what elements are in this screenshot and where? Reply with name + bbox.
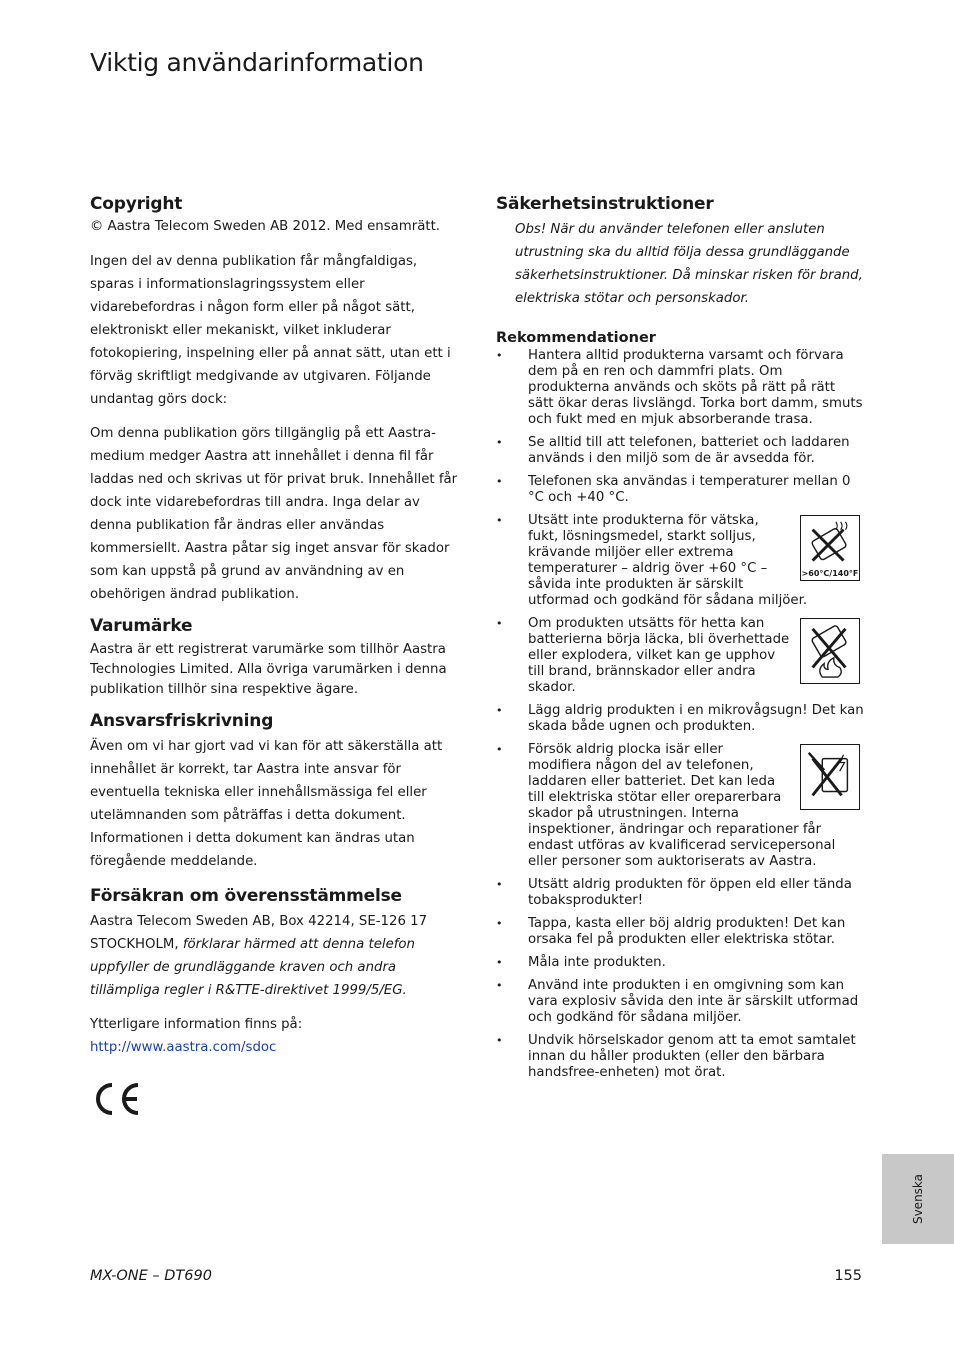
trademark-text: Aastra är ett registrerat varumärke som tillhör Aastra Technologies Limited. Alla övriga varumärken i denna publikation tillhör sina respektive ägare. — [90, 642, 447, 697]
list-item — [496, 916, 864, 948]
page-title: Viktig användarinformation — [90, 48, 424, 77]
list-item-text: Försök aldrig plocka isär eller modifiera någon del av telefonen, laddaren eller batteriet. Det kan leda till elektriska stötar eller oreparerbara skador på utrustningen. Interna inspektioner, ändringar och reparationer får endast utföras av kvalificerad servicepersonal eller personer som auktoriserats av Aastra. — [528, 742, 836, 869]
trademark-heading: Varumärke — [90, 616, 193, 636]
list-item — [496, 1033, 864, 1081]
no-fire-icon — [800, 618, 860, 684]
footer-page-number: 155 — [834, 1268, 862, 1284]
bullet-glyph: • — [496, 1034, 503, 1047]
bullet-glyph: • — [496, 743, 503, 756]
bullet-glyph: • — [496, 704, 503, 717]
copyright-paragraph-1: Ingen del av denna publikation får mångfaldigas, sparas i informationslagringssystem eller vidarebefordras i någon form eller på något sätt, elektroniskt eller mekaniskt, vilket inkluderar fotokopiering, inspelning eller på annat sätt, utan ett i förväg skriftligt medgivande av utgivaren. Följande undantag görs dock: — [90, 254, 451, 407]
bullet-glyph: • — [496, 917, 503, 930]
bullet-glyph: • — [496, 349, 503, 362]
disclaimer-text: Även om vi har gjort vad vi kan för att säkerställa att innehållet är korrekt, tar Aastra inte ansvar för eventuella tekniska eller innehållsmässiga fel eller utelämnanden som påträffas i detta dokument. Informationen i detta dokument kan ändras utan föregående meddelande. — [90, 739, 443, 869]
language-side-tab — [882, 1154, 954, 1244]
left-column — [90, 194, 460, 1119]
list-item — [496, 742, 864, 870]
list-item-text: Utsätt aldrig produkten för öppen eld eller tända tobaksprodukter! — [528, 877, 852, 908]
list-item-text: Se alltid till att telefonen, batteriet och laddaren används i den miljö som de är avsedda för. — [528, 435, 850, 466]
more-info-text: Ytterligare information finns på: — [90, 1017, 303, 1032]
bullet-glyph: • — [496, 475, 503, 488]
list-item-text: Om produkten utsätts för hetta kan batterierna börja läcka, bli överhettade eller explodera, vilket kan ge upphov till brand, brännskador eller andra skador. — [528, 616, 790, 695]
right-column — [496, 194, 864, 1088]
list-item — [496, 616, 864, 696]
list-item — [496, 474, 864, 506]
list-item-text: Använd inte produkten i en omgivning som kan vara explosiv såvida den inte är särskilt utformad och godkänd för sådana miljöer. — [528, 978, 859, 1025]
safety-intro — [496, 218, 864, 310]
list-item-text: Måla inte produkten. — [528, 955, 666, 970]
bullet-glyph: • — [496, 617, 503, 630]
bullet-glyph: • — [496, 878, 503, 891]
sdoc-link[interactable]: http://www.aastra.com/sdoc — [90, 1040, 277, 1055]
footer-product: MX-ONE – DT690 — [90, 1268, 212, 1284]
list-item — [496, 955, 864, 971]
no-disassembly-icon — [800, 744, 860, 810]
safety-heading: Säkerhetsinstruktioner — [496, 194, 714, 214]
bullet-glyph: • — [496, 979, 503, 992]
list-item-text: Hantera alltid produkterna varsamt och förvara dem på en ren och dammfri plats. Om produkterna används och sköts på rätt på rätt sätt ökar deras livslängd. Torka bort damm, smuts och fukt med en mjuk absorberande trasa. — [528, 348, 863, 427]
copyright-line: © Aastra Telecom Sweden AB 2012. Med ensamrätt. — [90, 219, 441, 234]
list-item — [496, 703, 864, 735]
conformity-text — [90, 910, 460, 1002]
list-item — [496, 978, 864, 1026]
list-item-text: Undvik hörselskador genom att ta emot samtalet innan du håller produkten (eller den bärbara handsfree-enheten) mot örat. — [528, 1033, 856, 1080]
copyright-paragraph-2: Om denna publikation görs tillgänglig på ett Aastra-medium medger Aastra att innehållet i denna fil får laddas ned och skrivas ut för privat bruk. Innehållet får dock inte vidarebefordras till andra. Inga delar av denna publikation får ändras eller användas kommersiellt. Aastra påtar sig inget ansvar för skador som kan uppstå på grund av användning av en obehörigen ändrad publikation. — [90, 426, 458, 602]
safety-intro-text: Obs! När du använder telefonen eller ansluten utrustning ska du alltid följa dessa grundläggande säkerhetsinstruktioner. Då minskar risken för brand, elektriska stötar och personskador. — [515, 222, 863, 306]
list-item-text: Lägg aldrig produkten i en mikrovågsugn! Det kan skada både ugnen och produkten. — [528, 703, 864, 734]
no-heat-icon — [800, 515, 860, 581]
conformity-text-italic: förklarar härmed att denna telefon uppfyller de grundläggande kraven och andra tillämpliga regler i R&TTE-direktivet 1999/5/EG. — [90, 937, 415, 998]
copyright-heading: Copyright — [90, 194, 183, 214]
conformity-heading: Försäkran om överensstämmelse — [90, 886, 402, 906]
list-item — [496, 348, 864, 428]
recommendations-list — [496, 348, 864, 1081]
bullet-glyph: • — [496, 956, 503, 969]
list-item — [496, 435, 864, 467]
disclaimer-heading: Ansvarsfriskrivning — [90, 711, 274, 731]
temp-label: >60°C/140°F — [801, 569, 859, 578]
recommendations-heading: Rekommendationer — [496, 330, 656, 346]
list-item-text: Telefonen ska användas i temperaturer mellan 0 °C och +40 °C. — [528, 474, 851, 505]
language-label: Svenska — [911, 1173, 925, 1225]
bullet-glyph: • — [496, 436, 503, 449]
bullet-glyph: • — [496, 514, 503, 527]
conformity-text-regular: Aastra Telecom Sweden AB, Box 42214, SE-126 17 STOCKHOLM, — [90, 914, 428, 952]
list-item-text: Tappa, kasta eller böj aldrig produkten! Det kan orsaka fel på produkten eller elektriska stötar. — [528, 916, 846, 947]
list-item — [496, 513, 864, 609]
list-item — [496, 877, 864, 909]
ce-mark-icon — [90, 1079, 142, 1119]
list-item-text: Utsätt inte produkterna för vätska, fukt, lösningsmedel, starkt solljus, krävande miljöer eller extrema temperaturer – aldrig över +60 °C – såvida inte produkten är särskilt utformad och godkänd för sådana miljöer. — [528, 513, 808, 608]
